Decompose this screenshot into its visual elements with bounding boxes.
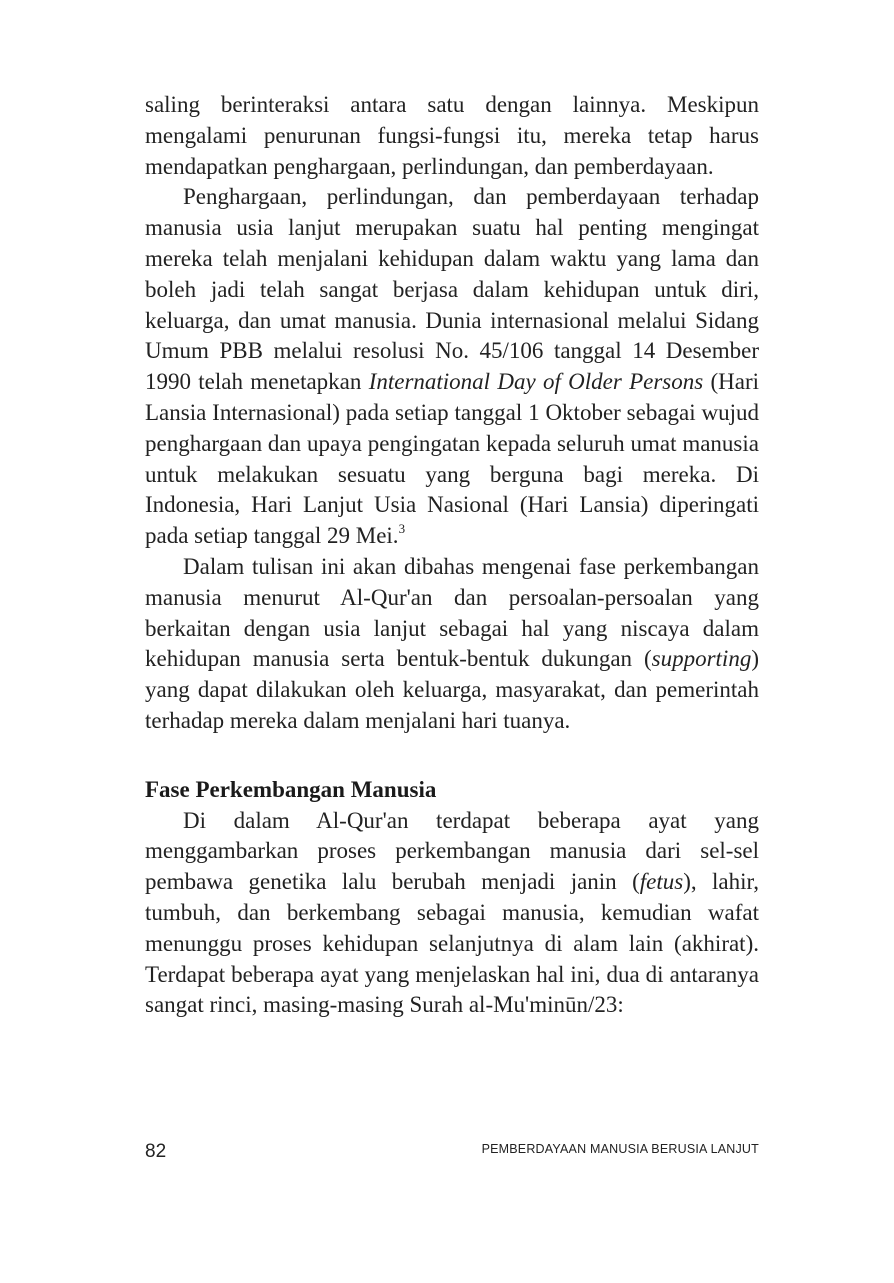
paragraph-1: saling berinteraksi antara satu dengan lainnya. Meskipun mengalami penurunan fungsi-fungsi itu, mereka tetap harus mendapatkan penghargaan, perlindungan, dan pemberdayaan. — [145, 92, 759, 179]
paragraph-3-italic-term: supporting — [651, 646, 752, 672]
section-paragraph-1-text-b: ), lahir, tumbuh, dan berkembang sebagai manusia, kemudian wafat menunggu proses kehidupan selanjutnya di alam lain (akhirat). Terdapat beberapa ayat yang menjelaskan hal ini, dua di antaranya sangat rinci, masing-masing Surah al-Mu'minūn/23: — [145, 869, 759, 1018]
page-number: 82 — [145, 1141, 167, 1162]
paragraph-2 — [145, 182, 759, 552]
paragraph-2-italic-term: International Day of Older Persons — [368, 369, 704, 395]
running-title: PEMBERDAYAAN MANUSIA BERUSIA LANJUT — [481, 1142, 759, 1156]
paragraph-3-text-b: ) yang dapat dilakukan oleh keluarga, masyarakat, dan pemerintah terhadap mereka dalam menjalani hari tuanya. — [145, 646, 759, 733]
paragraph-2-text-b: (Hari Lansia Internasional) pada setiap tanggal 1 Oktober sebagai wujud penghargaan dan upaya pengingatan kepada seluruh umat manusia untuk melakukan sesuatu yang berguna bagi mereka. Di Indonesia, Hari Lanjut Usia Nasional (Hari Lansia) diperingati pada setiap tanggal 29 Mei. — [145, 369, 760, 549]
section-paragraph-1 — [145, 806, 759, 1022]
paragraph-3-text-a: Dalam tulisan ini akan dibahas mengenai fase perkembangan manusia menurut Al-Qur'an dan persoalan-persoalan yang berkaitan dengan usia lanjut sebagai hal yang niscaya dalam kehidupan manusia serta bentuk-bentuk dukungan ( — [145, 553, 759, 672]
section-paragraph-1-italic-term: fetus — [639, 869, 684, 895]
paragraph-3 — [145, 552, 759, 737]
footnote-marker[interactable]: 3 — [398, 520, 406, 536]
paragraph-2-text-a: Penghargaan, perlindungan, dan pemberdayaan terhadap manusia usia lanjut merupakan suatu hal penting mengingat mereka telah menjalani kehidupan dalam waktu yang lama dan boleh jadi telah sangat berjasa dalam kehidupan untuk diri, keluarga, dan umat manusia. Dunia internasional melalui Sidang Umum PBB melalui resolusi No. 45/106 tanggal 14 Desember 1990 telah menetapkan — [145, 184, 759, 395]
page-body — [145, 90, 759, 1021]
section-paragraph-1-text-a: Di dalam Al-Qur'an terdapat beberapa ayat yang menggambarkan proses perkembangan manusia dari sel-sel pembawa genetika lalu berubah menjadi janin ( — [145, 807, 759, 895]
section-heading: Fase Perkembangan Manusia — [145, 776, 437, 802]
section-spacer — [145, 737, 759, 775]
